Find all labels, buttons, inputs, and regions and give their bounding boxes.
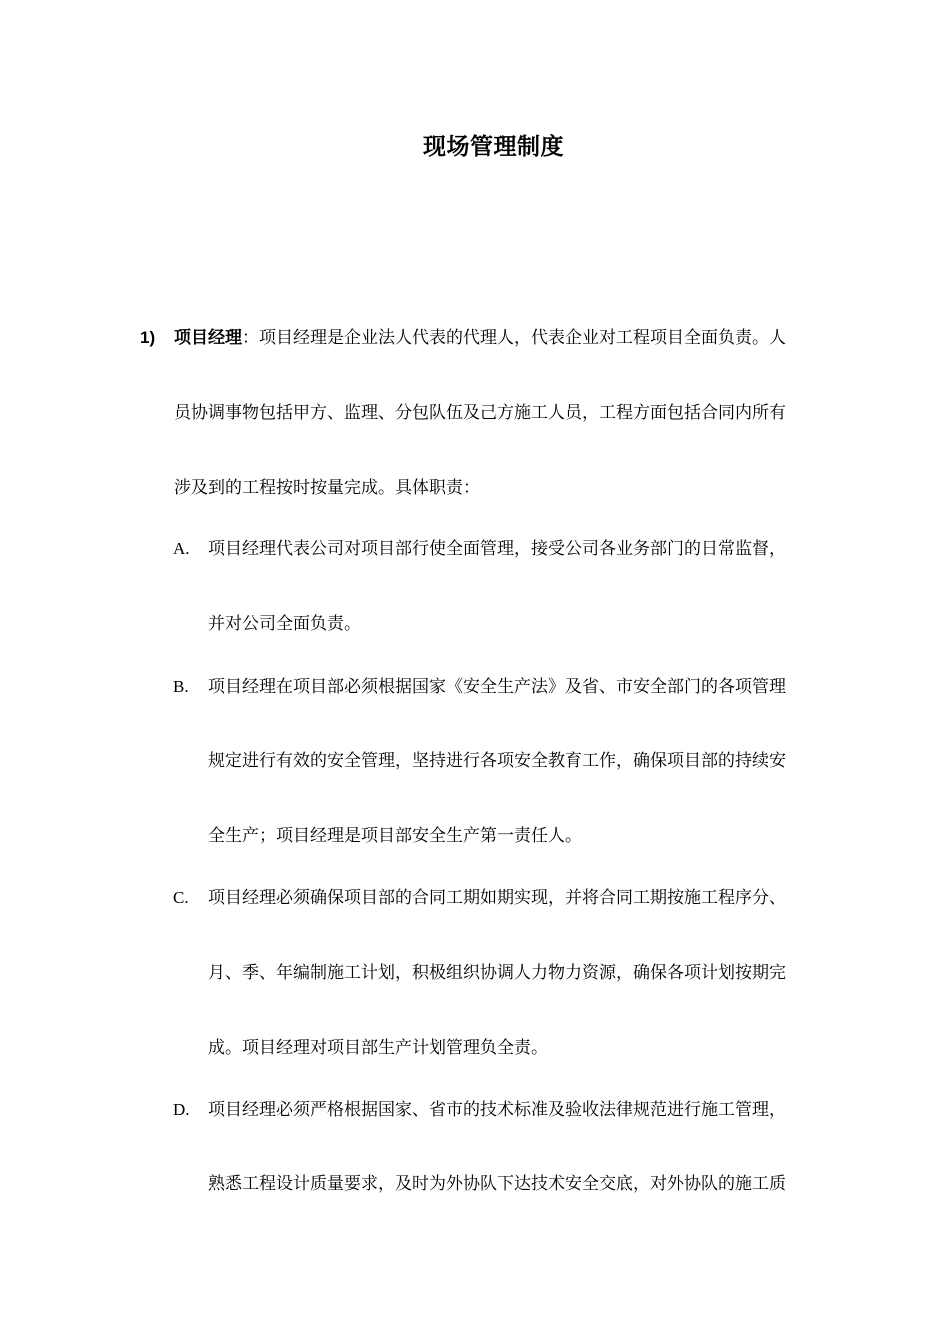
list-item-b-line-2: 规定进行有效的安全管理，坚持进行各项安全教育工作，确保项目部的持续安: [208, 751, 786, 771]
section-intro-text: ：项目经理是企业法人代表的代理人，代表企业对工程项目全面负责。人: [242, 328, 786, 348]
list-item-marker-a: A.: [173, 539, 190, 558]
section-intro-line-3: 涉及到的工程按时按量完成。具体职责：: [174, 478, 480, 498]
list-item-a-line-1: 项目经理代表公司对项目部行使全面管理，接受公司各业务部门的日常监督，: [208, 539, 786, 559]
section-term: 项目经理: [174, 328, 242, 348]
list-item-c-line-2: 月、季、年编制施工计划，积极组织协调人力物力资源，确保各项计划按期完: [208, 963, 786, 983]
list-item-d-line-2: 熟悉工程设计质量要求，及时为外协队下达技术安全交底，对外协队的施工质: [208, 1174, 786, 1194]
list-item-c-line-3: 成。项目经理对项目部生产计划管理负全责。: [208, 1038, 548, 1058]
list-item-a-line-2: 并对公司全面负责。: [208, 614, 361, 634]
list-item-c-line-1: 项目经理必须确保项目部的合同工期如期实现，并将合同工期按施工程序分、: [208, 888, 786, 908]
section-intro-line-2: 员协调事物包括甲方、监理、分包队伍及己方施工人员，工程方面包括合同内所有: [174, 403, 786, 423]
list-item-marker-c: C.: [173, 888, 189, 907]
document-title: 现场管理制度: [423, 133, 564, 160]
list-item-marker-b: B.: [173, 677, 189, 696]
list-item-b-line-1: 项目经理在项目部必须根据国家《安全生产法》及省、市安全部门的各项管理: [208, 677, 786, 697]
list-item-b-line-3: 全生产；项目经理是项目部安全生产第一责任人。: [208, 826, 582, 846]
section-number-marker: 1): [140, 328, 156, 347]
section-intro-line-1: [174, 326, 786, 350]
list-item-d-line-1: 项目经理必须严格根据国家、省市的技术标准及验收法律规范进行施工管理，: [208, 1100, 786, 1120]
list-item-marker-d: D.: [173, 1100, 190, 1119]
